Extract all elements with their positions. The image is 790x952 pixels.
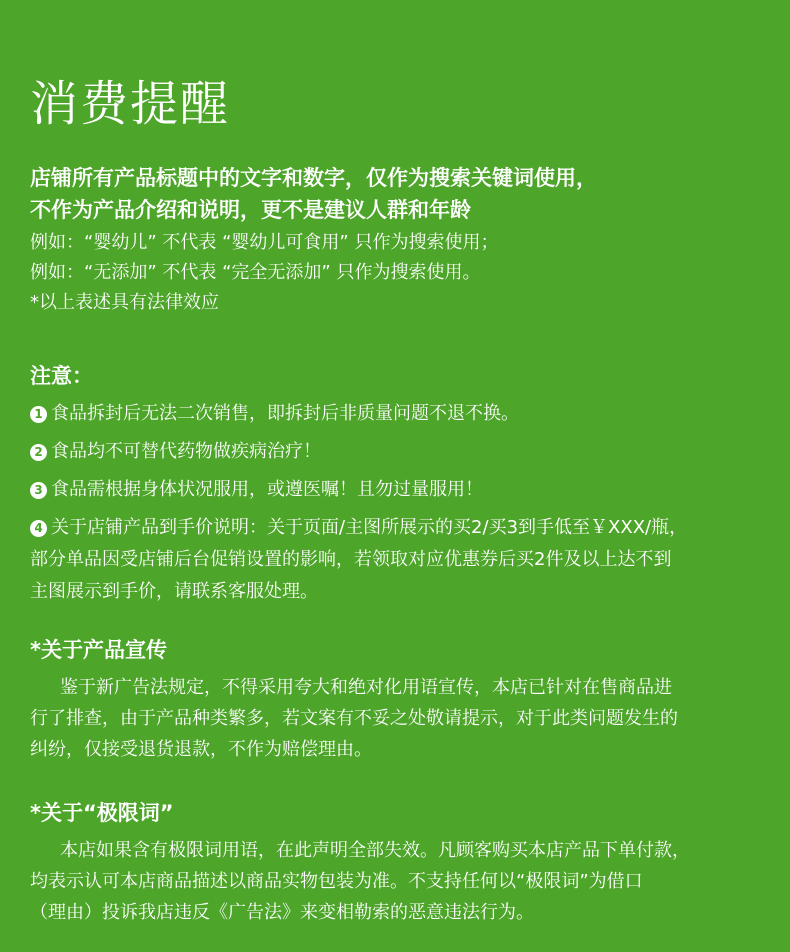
absolute-terms-heading: *关于“极限词” bbox=[30, 801, 174, 825]
notice-item-text: 食品均不可替代药物做疾病治疗！ bbox=[51, 441, 321, 462]
promotion-section bbox=[30, 634, 766, 765]
notice-item-text: 食品拆封后无法二次销售，即拆封后非质量问题不退不换。 bbox=[51, 403, 519, 424]
notice-item-text: 食品需根据身体状况服用，或遵医嘱！且勿过量服用！ bbox=[51, 479, 483, 500]
page-title: 消费提醒 bbox=[30, 76, 231, 132]
notice-item-text: 关于店铺产品到手价说明：关于页面/主图所展示的买2/买3到手低至￥XXX/瓶， bbox=[51, 517, 688, 538]
paragraph-line: 均表示认可本店商品描述以商品实物包装为准。不支持任何以“极限词”为借口 bbox=[30, 871, 643, 892]
promotion-paragraph bbox=[30, 672, 766, 765]
notice-item bbox=[30, 474, 766, 506]
paragraph-line: （理由）投诉我店违反《广告法》来变相勒索的恶意违法行为。 bbox=[30, 902, 534, 923]
number-badge-icon: 3 bbox=[30, 482, 47, 499]
notice-item-text: 部分单品因受店铺后台促销设置的影响，若领取对应优惠券后买2件及以上达不到 bbox=[30, 549, 672, 570]
notice-item bbox=[30, 512, 766, 608]
notice-item-text: 主图展示到手价，请联系客服处理。 bbox=[30, 581, 318, 602]
legal-effect-note: *以上表述具有法律效应 bbox=[30, 292, 219, 313]
paragraph-line: 行了排查，由于产品种类繁多，若文案有不妥之处敬请提示，对于此类问题发生的 bbox=[30, 708, 678, 729]
paragraph-line: 本店如果含有极限词用语，在此声明全部失效。凡顾客购买本店产品下单付款， bbox=[60, 840, 690, 861]
paragraph-line: 纠纷，仅接受退货退款，不作为赔偿理由。 bbox=[30, 739, 372, 760]
number-badge-icon: 2 bbox=[30, 444, 47, 461]
intro-example-line: 例如：“无添加” 不代表 “完全无添加” 只作为搜索使用。 bbox=[30, 262, 481, 283]
absolute-terms-section bbox=[30, 797, 766, 928]
notice-item bbox=[30, 436, 766, 468]
notice-item bbox=[30, 398, 766, 430]
notice-list bbox=[30, 398, 766, 608]
number-badge-icon: 4 bbox=[30, 520, 47, 537]
intro-example-line: 例如：“婴幼儿” 不代表 “婴幼儿可食用” 只作为搜索使用； bbox=[30, 232, 499, 253]
absolute-terms-paragraph bbox=[30, 835, 766, 928]
intro-section bbox=[30, 162, 766, 318]
intro-bold-line: 店铺所有产品标题中的文字和数字，仅作为搜索关键词使用， bbox=[30, 166, 597, 190]
notice-heading: 注意： bbox=[30, 364, 93, 388]
paragraph-line: 鉴于新广告法规定，不得采用夸大和绝对化用语宣传，本店已针对在售商品进 bbox=[60, 677, 672, 698]
notice-section bbox=[30, 360, 766, 608]
intro-bold-line: 不作为产品介绍和说明，更不是建议人群和年龄 bbox=[30, 198, 471, 222]
number-badge-icon: 1 bbox=[30, 406, 47, 423]
promotion-heading: *关于产品宣传 bbox=[30, 638, 167, 662]
